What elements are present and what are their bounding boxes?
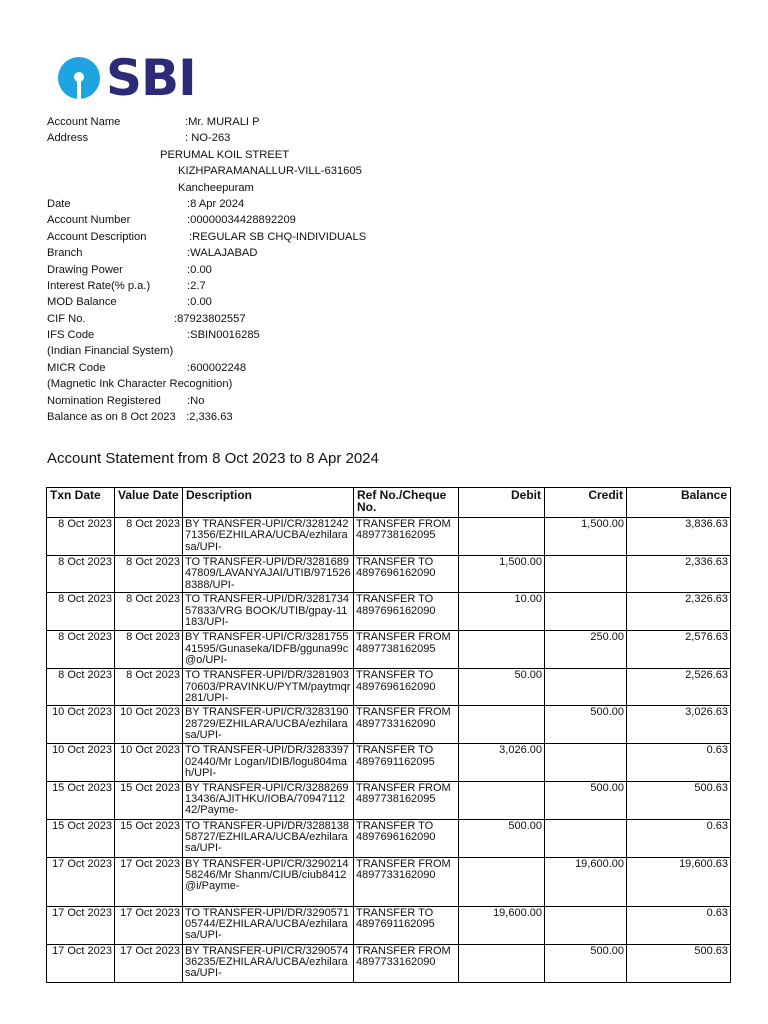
info-label: Drawing Power — [47, 263, 123, 276]
cell-ref: TRANSFER TO 4897696162090 — [354, 556, 459, 593]
cell-value-date: 8 Oct 2023 — [115, 593, 183, 631]
info-value: :87923802557 — [174, 312, 246, 325]
cell-balance: 500.63 — [627, 781, 731, 819]
cell-debit: 3,026.00 — [459, 744, 545, 781]
info-label: Account Number — [47, 214, 131, 227]
info-value: : NO-263 — [185, 132, 231, 145]
sbi-keyhole-logo-icon — [56, 55, 102, 101]
cell-balance: 0.63 — [627, 744, 731, 781]
header-ref: Ref No./Cheque No. — [354, 488, 459, 518]
cell-txn-date: 8 Oct 2023 — [47, 556, 115, 593]
header-value-date: Value Date — [115, 488, 183, 518]
cell-debit — [459, 857, 545, 906]
cell-credit: 1,500.00 — [545, 518, 627, 556]
info-label: Account Name — [47, 116, 121, 128]
cell-credit: 19,600.00 — [545, 857, 627, 906]
info-value: :00000034428892209 — [187, 214, 296, 227]
cell-txn-date: 17 Oct 2023 — [47, 944, 115, 982]
cell-credit: 500.00 — [545, 944, 627, 982]
cell-balance: 19,600.63 — [627, 857, 731, 906]
table-header-row — [47, 488, 731, 518]
cell-description: TO TRANSFER-UPI/DR/328190370603/PRAVINKU/PYTM/paytmqr281/UPI- — [183, 669, 354, 706]
cell-txn-date: 10 Oct 2023 — [47, 744, 115, 781]
info-value: :2,336.63 — [186, 411, 233, 424]
info-label: IFS Code — [47, 329, 95, 342]
table-row — [47, 906, 731, 944]
cell-value-date: 8 Oct 2023 — [115, 669, 183, 706]
cell-credit: 500.00 — [545, 781, 627, 819]
cell-value-date: 15 Oct 2023 — [115, 781, 183, 819]
info-label: (Indian Financial System) — [47, 345, 174, 358]
cell-value-date: 10 Oct 2023 — [115, 706, 183, 744]
header-credit: Credit — [545, 488, 627, 518]
cell-balance: 2,526.63 — [627, 669, 731, 706]
cell-balance: 0.63 — [627, 819, 731, 857]
table-row — [47, 669, 731, 706]
statement-table — [46, 487, 731, 983]
header-balance: Balance — [627, 488, 731, 518]
cell-ref: TRANSFER TO 4897696162090 — [354, 819, 459, 857]
table-row — [47, 944, 731, 982]
table-row — [47, 593, 731, 631]
cell-txn-date: 10 Oct 2023 — [47, 706, 115, 744]
table-row — [47, 744, 731, 781]
cell-value-date: 10 Oct 2023 — [115, 744, 183, 781]
cell-debit — [459, 518, 545, 556]
table-row — [47, 857, 731, 906]
cell-ref: TRANSFER FROM 4897738162095 — [354, 518, 459, 556]
cell-balance: 2,326.63 — [627, 593, 731, 631]
cell-credit: 500.00 — [545, 706, 627, 744]
cell-value-date: 8 Oct 2023 — [115, 556, 183, 593]
info-label: CIF No. — [47, 312, 86, 325]
cell-credit: 250.00 — [545, 631, 627, 669]
table-row — [47, 819, 731, 857]
cell-debit: 19,600.00 — [459, 906, 545, 944]
cell-debit — [459, 781, 545, 819]
info-value: :8 Apr 2024 — [187, 197, 245, 210]
info-label: MICR Code — [47, 361, 106, 374]
cell-credit — [545, 669, 627, 706]
sbi-logo-text: SBI — [106, 49, 196, 107]
cell-ref: TRANSFER FROM 4897733162090 — [354, 706, 459, 744]
table-row — [47, 631, 731, 669]
cell-txn-date: 8 Oct 2023 — [47, 593, 115, 631]
cell-description: TO TRANSFER-UPI/DR/328339702440/Mr Logan/IDIB/logu804mah/UPI- — [183, 744, 354, 781]
info-label: Interest Rate(% p.a.) — [47, 279, 151, 292]
cell-balance: 500.63 — [627, 944, 731, 982]
cell-debit: 50.00 — [459, 669, 545, 706]
cell-debit: 1,500.00 — [459, 556, 545, 593]
info-value: :SBIN0016285 — [187, 329, 260, 342]
cell-debit: 500.00 — [459, 819, 545, 857]
info-value: :No — [187, 394, 205, 407]
cell-description: TO TRANSFER-UPI/DR/328173457833/VRG BOOK/UTIB/gpay-11183/UPI- — [183, 593, 354, 631]
header-txn-date: Txn Date — [47, 488, 115, 518]
info-value: :REGULAR SB CHQ-INDIVIDUALS — [189, 230, 367, 243]
cell-value-date: 8 Oct 2023 — [115, 518, 183, 556]
cell-txn-date: 8 Oct 2023 — [47, 669, 115, 706]
info-label: Date — [47, 197, 71, 210]
cell-description: TO TRANSFER-UPI/DR/328168947809/LAVANYAJAI/UTIB/9715268388/UPI- — [183, 556, 354, 593]
cell-description: TO TRANSFER-UPI/DR/328813858727/EZHILARA/UCBA/ezhilarasa/UPI- — [183, 819, 354, 857]
info-value: :2.7 — [187, 279, 206, 292]
cell-ref: TRANSFER TO 4897691162095 — [354, 906, 459, 944]
cell-txn-date: 17 Oct 2023 — [47, 906, 115, 944]
cell-txn-date: 15 Oct 2023 — [47, 819, 115, 857]
info-value: :600002248 — [187, 361, 247, 374]
cell-balance: 3,836.63 — [627, 518, 731, 556]
cell-debit — [459, 944, 545, 982]
table-row — [47, 781, 731, 819]
cell-value-date: 8 Oct 2023 — [115, 631, 183, 669]
cell-ref: TRANSFER FROM 4897738162095 — [354, 781, 459, 819]
cell-description: BY TRANSFER-UPI/CR/328175541595/Gunaseka/IDFB/gguna99c@o/UPI- — [183, 631, 354, 669]
info-label: Nomination Registered — [47, 394, 161, 407]
info-label: MOD Balance — [47, 296, 117, 309]
cell-txn-date: 8 Oct 2023 — [47, 631, 115, 669]
cell-txn-date: 17 Oct 2023 — [47, 857, 115, 906]
cell-value-date: 17 Oct 2023 — [115, 944, 183, 982]
info-value: Kancheepuram — [178, 181, 254, 194]
cell-ref: TRANSFER FROM 4897733162090 — [354, 944, 459, 982]
info-value: KIZHPARAMANALLUR-VILL-631605 — [178, 165, 362, 178]
info-value: :0.00 — [187, 296, 212, 309]
cell-balance: 3,026.63 — [627, 706, 731, 744]
info-label: Account Description — [47, 230, 147, 243]
header-debit: Debit — [459, 488, 545, 518]
header-description: Description — [183, 488, 354, 518]
info-value: :Mr. MURALI P — [185, 116, 260, 128]
cell-ref: TRANSFER FROM 4897738162095 — [354, 631, 459, 669]
info-label: Balance as on 8 Oct 2023 — [47, 411, 176, 424]
cell-description: BY TRANSFER-UPI/CR/329021458246/Mr Shanm/CIUB/ciub8412@i/Payme- — [183, 857, 354, 906]
table-row — [47, 706, 731, 744]
info-value: :0.00 — [187, 263, 212, 276]
cell-ref: TRANSFER FROM 4897733162090 — [354, 857, 459, 906]
cell-credit — [545, 906, 627, 944]
cell-value-date: 17 Oct 2023 — [115, 906, 183, 944]
cell-credit — [545, 556, 627, 593]
cell-credit — [545, 593, 627, 631]
cell-value-date: 15 Oct 2023 — [115, 819, 183, 857]
info-label: Address — [47, 132, 89, 145]
cell-description: BY TRANSFER-UPI/CR/328124271356/EZHILARA/UCBA/ezhilarasa/UPI- — [183, 518, 354, 556]
info-label: Branch — [47, 247, 83, 260]
table-row — [47, 556, 731, 593]
cell-txn-date: 15 Oct 2023 — [47, 781, 115, 819]
cell-description: BY TRANSFER-UPI/CR/328319028729/EZHILARA/UCBA/ezhilarasa/UPI- — [183, 706, 354, 744]
cell-credit — [545, 819, 627, 857]
cell-balance: 2,336.63 — [627, 556, 731, 593]
cell-ref: TRANSFER TO 4897696162090 — [354, 669, 459, 706]
cell-balance: 2,576.63 — [627, 631, 731, 669]
cell-ref: TRANSFER TO 4897696162090 — [354, 593, 459, 631]
cell-description: TO TRANSFER-UPI/DR/329057105744/EZHILARA/UCBA/ezhilarasa/UPI- — [183, 906, 354, 944]
cell-ref: TRANSFER TO 4897691162095 — [354, 744, 459, 781]
cell-description: BY TRANSFER-UPI/CR/328826913436/AJITHKU/IOBA/7094711242/Payme- — [183, 781, 354, 819]
cell-value-date: 17 Oct 2023 — [115, 857, 183, 906]
info-value: :WALAJABAD — [187, 247, 258, 260]
info-value: PERUMAL KOIL STREET — [160, 148, 290, 161]
cell-debit — [459, 706, 545, 744]
table-row — [47, 518, 731, 556]
statement-title: Account Statement from 8 Oct 2023 to 8 Apr 2024 — [47, 450, 379, 467]
cell-debit: 10.00 — [459, 593, 545, 631]
cell-description: BY TRANSFER-UPI/CR/329057436235/EZHILARA/UCBA/ezhilarasa/UPI- — [183, 944, 354, 982]
cell-balance: 0.63 — [627, 906, 731, 944]
cell-credit — [545, 744, 627, 781]
cell-debit — [459, 631, 545, 669]
info-label: (Magnetic Ink Character Recognition) — [47, 378, 233, 391]
cell-txn-date: 8 Oct 2023 — [47, 518, 115, 556]
sbi-logo — [56, 49, 196, 107]
